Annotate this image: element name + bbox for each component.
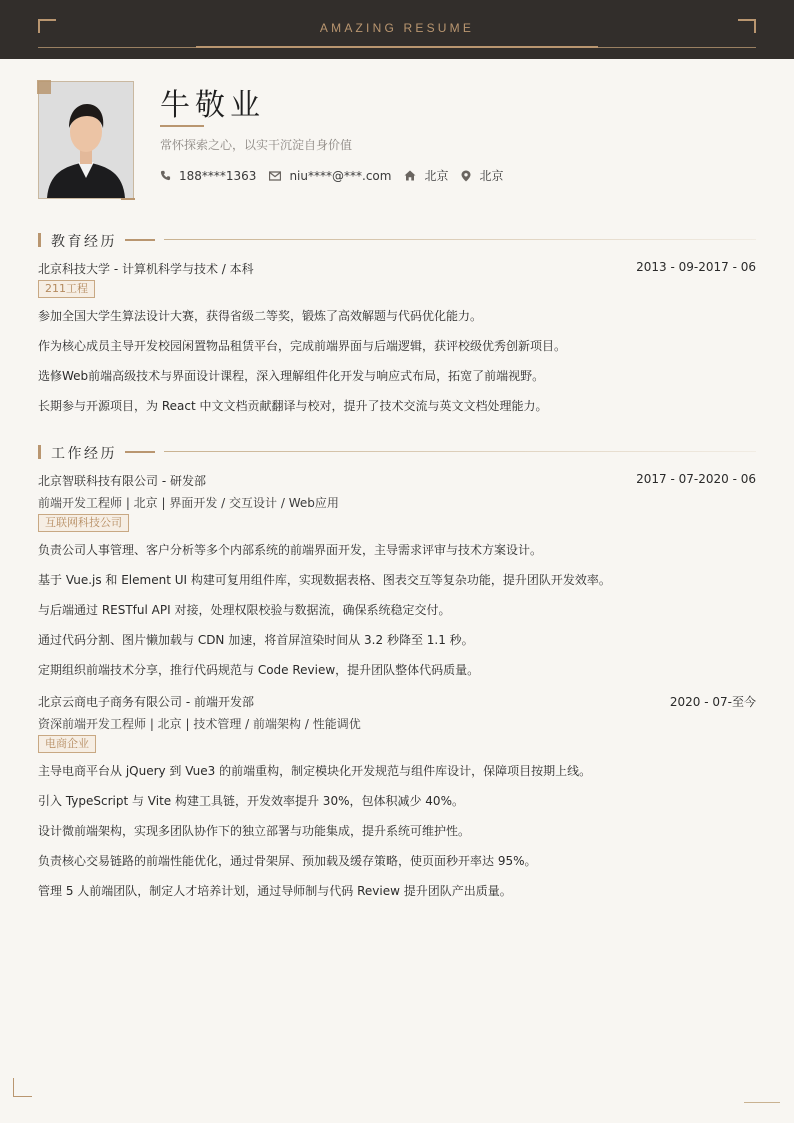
photo-corner-ornament <box>37 80 51 94</box>
header-title: AMAZING RESUME <box>319 21 475 35</box>
work-role: 资深前端开发工程师 | 北京 | 技术管理 / 前端架构 / 性能调优 <box>38 717 361 731</box>
section-dash <box>125 451 155 453</box>
work-tag: 电商企业 <box>38 735 96 753</box>
avatar <box>38 81 134 199</box>
home-icon <box>404 170 416 181</box>
section-marker <box>38 445 41 459</box>
header-bar <box>0 0 794 59</box>
mail-icon <box>269 171 281 181</box>
work-tag: 互联网科技公司 <box>38 514 129 532</box>
work-section-header <box>38 444 756 460</box>
work-company: 北京智联科技有限公司 - 研发部 <box>38 474 206 488</box>
contact-location-text: 北京 <box>479 169 504 183</box>
education-section-header <box>38 232 756 248</box>
footer-corner-ornament <box>13 1078 32 1097</box>
photo-corner-ornament <box>121 198 135 200</box>
section-title-education: 教育经历 <box>51 234 117 250</box>
work-bullet: 管理 5 人前端团队，制定人才培养计划，通过导师制与代码 Review 提升团队产出质量。 <box>38 884 512 898</box>
contact-email-text: niu****@***.com <box>289 168 392 183</box>
work-bullet: 通过代码分割、图片懒加载与 CDN 加速，将首屏渲染时间从 3.2 秒降至 1.1 秒。 <box>38 633 474 647</box>
work-bullet: 与后端通过 RESTful API 对接，处理权限校验与数据流，确保系统稳定交付。 <box>38 603 451 617</box>
work-bullet: 负责公司人事管理、客户分析等多个内部系统的前端界面开发，主导需求评审与技术方案设计。 <box>38 543 543 557</box>
education-school: 北京科技大学 - 计算机科学与技术 / 本科 <box>38 262 254 276</box>
person-name: 牛敬业 <box>160 88 265 123</box>
work-bullet: 引入 TypeScript 与 Vite 构建工具链，开发效率提升 30%，包体积减少 40%。 <box>38 794 464 808</box>
phone-icon <box>160 170 171 181</box>
section-divider <box>164 239 756 240</box>
work-date: 2020 - 07-至今 <box>669 695 756 709</box>
person-portrait-icon <box>39 82 133 198</box>
education-bullet: 参加全国大学生算法设计大赛，获得省级二等奖，锻炼了高效解题与代码优化能力。 <box>38 309 483 323</box>
contact-phone <box>160 169 256 183</box>
education-bullet: 选修Web前端高级技术与界面设计课程，深入理解组件化开发与响应式布局，拓宽了前端视野。 <box>38 369 545 383</box>
work-bullet: 主导电商平台从 jQuery 到 Vue3 的前端重构，制定模块化开发规范与组件库设计，保障项目按期上线。 <box>38 764 592 778</box>
contact-location <box>461 167 503 184</box>
section-divider <box>164 451 756 452</box>
work-date: 2017 - 07-2020 - 06 <box>636 472 756 486</box>
name-underline <box>160 125 204 127</box>
work-role: 前端开发工程师 | 北京 | 界面开发 / 交互设计 / Web应用 <box>38 496 339 510</box>
education-bullet: 长期参与开源项目，为 React 中文文档贡献翻译与校对，提升了技术交流与英文文档处理能力。 <box>38 399 548 413</box>
location-pin-icon <box>461 170 471 182</box>
contact-hometown-text: 北京 <box>424 169 449 183</box>
contact-list <box>160 167 516 184</box>
work-bullet: 定期组织前端技术分享，推行代码规范与 Code Review，提升团队整体代码质量。 <box>38 663 480 677</box>
work-bullet: 设计微前端架构，实现多团队协作下的独立部署与功能集成，提升系统可维护性。 <box>38 824 471 838</box>
footer-line-ornament <box>744 1102 780 1103</box>
work-company: 北京云商电子商务有限公司 - 前端开发部 <box>38 695 254 709</box>
contact-email <box>269 169 391 183</box>
section-dash <box>125 239 155 241</box>
work-bullet: 负责核心交易链路的前端性能优化，通过骨架屏、预加载及缓存策略，使页面秒开率达 95%。 <box>38 854 537 868</box>
contact-phone-text: 188****1363 <box>179 168 257 183</box>
education-date: 2013 - 09-2017 - 06 <box>636 260 756 274</box>
section-title-work: 工作经历 <box>51 446 117 462</box>
education-bullet: 作为核心成员主导开发校园闲置物品租赁平台，完成前端界面与后端逻辑，获评校级优秀创新项目。 <box>38 339 567 353</box>
contact-hometown <box>404 167 448 184</box>
profile-photo <box>38 81 134 199</box>
education-tag: 211工程 <box>38 280 95 298</box>
section-marker <box>38 233 41 247</box>
work-bullet: 基于 Vue.js 和 Element UI 构建可复用组件库，实现数据表格、图表交互等复杂功能，提升团队开发效率。 <box>38 573 611 587</box>
motto: 常怀探索之心，以实干沉淀自身价值 <box>160 138 353 152</box>
header-divider-accent <box>196 46 598 48</box>
